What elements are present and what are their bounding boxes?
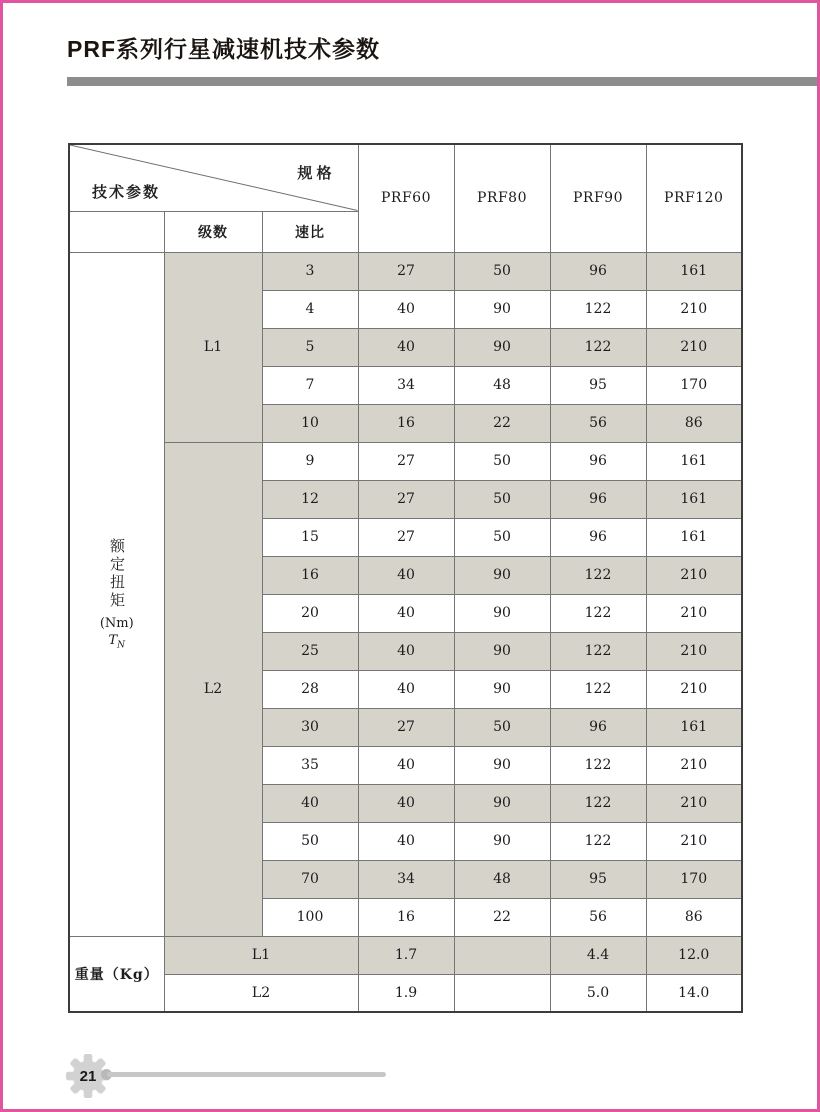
value-cell: 122 xyxy=(550,784,646,822)
value-cell: 122 xyxy=(550,632,646,670)
header-empty-cell xyxy=(69,211,164,252)
value-cell: 90 xyxy=(454,822,550,860)
value-cell: 170 xyxy=(646,366,742,404)
ratio-header: 速比 xyxy=(262,211,358,252)
value-cell: 34 xyxy=(358,860,454,898)
footer-line xyxy=(107,1072,386,1077)
model-header-prf80: PRF80 xyxy=(454,144,550,252)
value-cell: 90 xyxy=(454,746,550,784)
ratio-cell: 35 xyxy=(262,746,358,784)
value-cell: 90 xyxy=(454,670,550,708)
stage-header: 级数 xyxy=(164,211,262,252)
value-cell: 90 xyxy=(454,290,550,328)
value-cell: 90 xyxy=(454,594,550,632)
table-row xyxy=(69,974,742,1012)
value-cell: 210 xyxy=(646,746,742,784)
table-corner-cell xyxy=(69,144,358,211)
value-cell: 122 xyxy=(550,594,646,632)
spec-label: 规 格 xyxy=(297,165,332,182)
stage-cell-l2: L2 xyxy=(164,442,262,936)
torque-symbol: $T_N$ xyxy=(108,632,126,651)
weight-value-cell xyxy=(454,974,550,1012)
value-cell: 122 xyxy=(550,556,646,594)
ratio-cell: 9 xyxy=(262,442,358,480)
value-cell: 161 xyxy=(646,708,742,746)
value-cell: 22 xyxy=(454,898,550,936)
ratio-cell: 7 xyxy=(262,366,358,404)
ratio-cell: 16 xyxy=(262,556,358,594)
ratio-cell: 5 xyxy=(262,328,358,366)
value-cell: 40 xyxy=(358,328,454,366)
value-cell: 50 xyxy=(454,480,550,518)
value-cell: 56 xyxy=(550,404,646,442)
value-cell: 170 xyxy=(646,860,742,898)
value-cell: 48 xyxy=(454,860,550,898)
ratio-cell: 100 xyxy=(262,898,358,936)
ratio-cell: 28 xyxy=(262,670,358,708)
value-cell: 161 xyxy=(646,480,742,518)
value-cell: 122 xyxy=(550,670,646,708)
weight-stage-cell-l1: L1 xyxy=(164,936,358,974)
value-cell: 27 xyxy=(358,480,454,518)
weight-value-cell: 14.0 xyxy=(646,974,742,1012)
ratio-cell: 10 xyxy=(262,404,358,442)
value-cell: 16 xyxy=(358,898,454,936)
table-row xyxy=(69,144,742,211)
page-number: 21 xyxy=(79,1067,97,1085)
weight-value-cell: 1.7 xyxy=(358,936,454,974)
ratio-cell: 40 xyxy=(262,784,358,822)
spec-table-wrapper xyxy=(68,143,743,1013)
torque-label-cell xyxy=(69,252,164,936)
value-cell: 210 xyxy=(646,670,742,708)
value-cell: 122 xyxy=(550,746,646,784)
ratio-cell: 15 xyxy=(262,518,358,556)
param-label: 技术参数 xyxy=(92,183,161,201)
table-row xyxy=(69,252,742,290)
value-cell: 34 xyxy=(358,366,454,404)
value-cell: 95 xyxy=(550,366,646,404)
value-cell: 96 xyxy=(550,480,646,518)
ratio-cell: 12 xyxy=(262,480,358,518)
model-header-prf90: PRF90 xyxy=(550,144,646,252)
value-cell: 122 xyxy=(550,328,646,366)
value-cell: 210 xyxy=(646,594,742,632)
value-cell: 96 xyxy=(550,442,646,480)
value-cell: 40 xyxy=(358,632,454,670)
weight-value-cell xyxy=(454,936,550,974)
weight-value-cell: 12.0 xyxy=(646,936,742,974)
page-title: PRF系列行星减速机技术参数 xyxy=(67,36,380,62)
value-cell: 40 xyxy=(358,746,454,784)
value-cell: 86 xyxy=(646,404,742,442)
model-header-prf120: PRF120 xyxy=(646,144,742,252)
torque-label-vertical: 额定扭矩 xyxy=(108,537,126,610)
ratio-cell: 50 xyxy=(262,822,358,860)
value-cell: 90 xyxy=(454,556,550,594)
value-cell: 50 xyxy=(454,252,550,290)
table-row xyxy=(69,442,742,480)
value-cell: 56 xyxy=(550,898,646,936)
value-cell: 90 xyxy=(454,632,550,670)
value-cell: 96 xyxy=(550,518,646,556)
weight-stage-cell-l2: L2 xyxy=(164,974,358,1012)
value-cell: 96 xyxy=(550,252,646,290)
value-cell: 50 xyxy=(454,708,550,746)
value-cell: 40 xyxy=(358,784,454,822)
value-cell: 40 xyxy=(358,556,454,594)
value-cell: 50 xyxy=(454,442,550,480)
value-cell: 210 xyxy=(646,290,742,328)
value-cell: 48 xyxy=(454,366,550,404)
value-cell: 40 xyxy=(358,670,454,708)
spec-table xyxy=(68,143,743,1013)
torque-unit: (Nm) xyxy=(99,615,134,631)
ratio-cell: 4 xyxy=(262,290,358,328)
value-cell: 210 xyxy=(646,784,742,822)
value-cell: 50 xyxy=(454,518,550,556)
weight-value-cell: 4.4 xyxy=(550,936,646,974)
ratio-cell: 30 xyxy=(262,708,358,746)
value-cell: 210 xyxy=(646,632,742,670)
value-cell: 16 xyxy=(358,404,454,442)
value-cell: 210 xyxy=(646,556,742,594)
ratio-cell: 25 xyxy=(262,632,358,670)
title-underline-bar xyxy=(67,77,820,86)
value-cell: 40 xyxy=(358,594,454,632)
value-cell: 95 xyxy=(550,860,646,898)
ratio-cell: 3 xyxy=(262,252,358,290)
value-cell: 161 xyxy=(646,518,742,556)
value-cell: 96 xyxy=(550,708,646,746)
value-cell: 122 xyxy=(550,290,646,328)
value-cell: 161 xyxy=(646,442,742,480)
stage-cell-l1: L1 xyxy=(164,252,262,442)
value-cell: 40 xyxy=(358,822,454,860)
value-cell: 122 xyxy=(550,822,646,860)
value-cell: 27 xyxy=(358,518,454,556)
value-cell: 27 xyxy=(358,252,454,290)
table-row xyxy=(69,936,742,974)
value-cell: 161 xyxy=(646,252,742,290)
ratio-cell: 20 xyxy=(262,594,358,632)
value-cell: 210 xyxy=(646,822,742,860)
value-cell: 90 xyxy=(454,328,550,366)
value-cell: 27 xyxy=(358,708,454,746)
value-cell: 27 xyxy=(358,442,454,480)
weight-label-cell: 重量（Kg） xyxy=(69,936,164,1012)
value-cell: 210 xyxy=(646,328,742,366)
value-cell: 90 xyxy=(454,784,550,822)
value-cell: 22 xyxy=(454,404,550,442)
value-cell: 86 xyxy=(646,898,742,936)
value-cell: 40 xyxy=(358,290,454,328)
model-header-prf60: PRF60 xyxy=(358,144,454,252)
weight-value-cell: 1.9 xyxy=(358,974,454,1012)
ratio-cell: 70 xyxy=(262,860,358,898)
weight-value-cell: 5.0 xyxy=(550,974,646,1012)
